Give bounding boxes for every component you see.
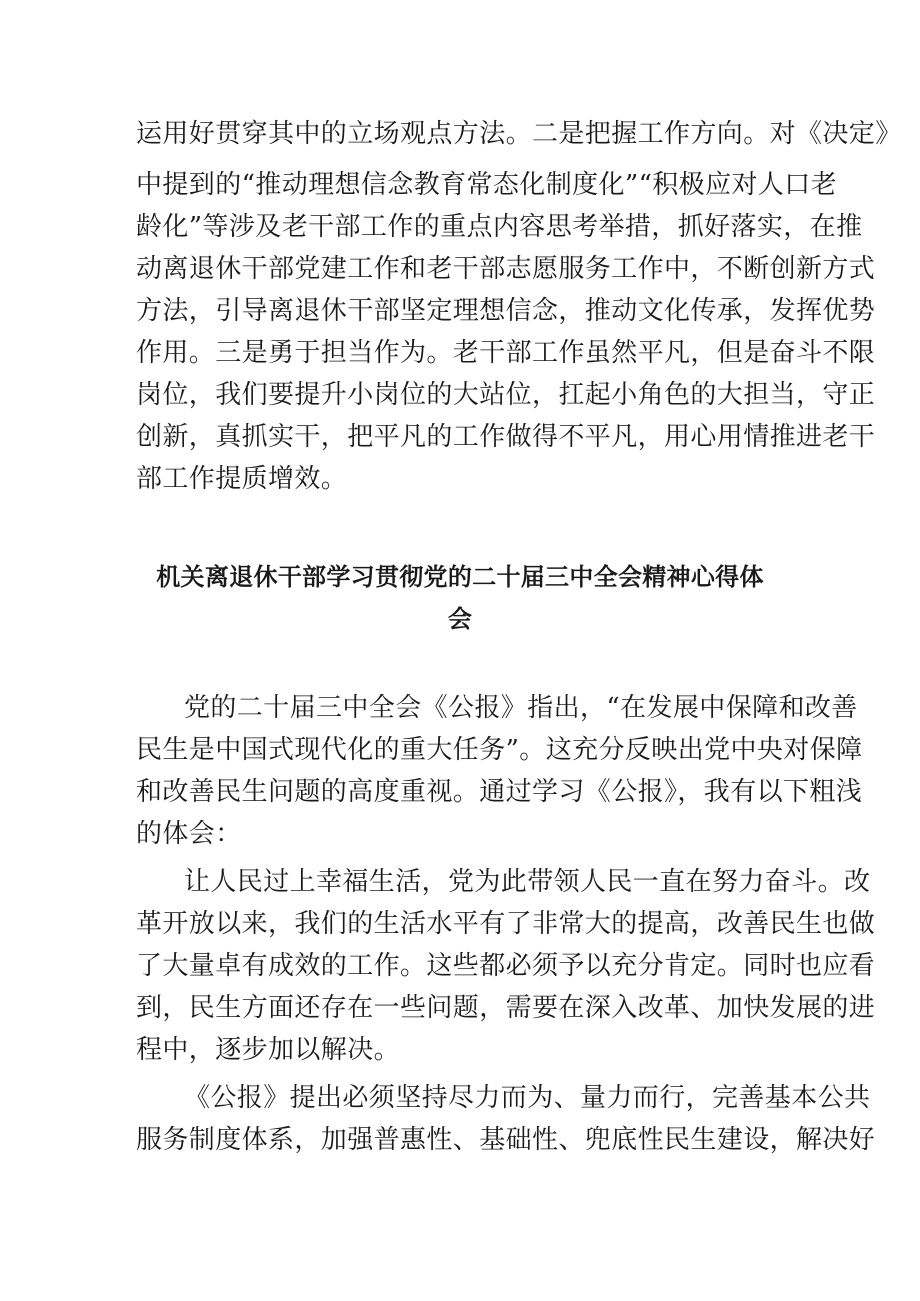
text-line: 龄化”等涉及老干部工作的重点内容思考举措，抓好落实，在推 <box>136 212 863 242</box>
text-line: 动离退休干部党建工作和老干部志愿服务工作中，不断创新方式 <box>136 254 876 284</box>
text-line: 和改善民生问题的高度重视。通过学习《公报》，我有以下粗浅 <box>136 777 863 807</box>
text-line: 创新，真抓实干，把平凡的工作做得不平凡，用心用情推进老干 <box>136 422 876 452</box>
text-line: 方法，引导离退休干部坚定理想信念，推动文化传承，发挥优势 <box>136 296 876 326</box>
text-line: 服务制度体系，加强普惠性、基础性、兜底性民生建设，解决好 <box>136 1125 876 1155</box>
text-line: 中提到的“推动理想信念教育常态化制度化”“积极应对人口老 <box>136 170 838 200</box>
text-line: 作用。三是勇于担当作为。老干部工作虽然平凡，但是奋斗不限 <box>136 338 876 368</box>
text-line: 岗位，我们要提升小岗位的大站位，扛起小角色的大担当，守正 <box>136 380 876 410</box>
text-line: 程中，逐步加以解决。 <box>136 1035 401 1065</box>
text-line: 《公报》提出必须坚持尽力而为、量力而行，完善基本公共 <box>184 1083 871 1113</box>
title-line: 机关离退休干部学习贯彻党的二十届三中全会精神心得体 <box>156 563 764 591</box>
text-line: 部工作提质增效。 <box>136 464 348 494</box>
text-line: 民生是中国式现代化的重大任务”。这充分反映出党中央对保障 <box>136 735 863 765</box>
text-line: 让人民过上幸福生活，党为此带领人民一直在努力奋斗。改 <box>184 867 871 897</box>
text-line: 运用好贯穿其中的立场观点方法。二是把握工作方向。对《决定》 <box>136 119 902 149</box>
title-line: 会 <box>447 605 473 633</box>
text-line: 了大量卓有成效的工作。这些都必须予以充分肯定。同时也应看 <box>136 951 876 981</box>
text-line: 革开放以来，我们的生活水平有了非常大的提高，改善民生也做 <box>136 909 876 939</box>
text-line: 党的二十届三中全会《公报》指出，“在发展中保障和改善 <box>184 693 858 723</box>
text-line: 的体会： <box>136 819 242 849</box>
text-line: 到，民生方面还存在一些问题，需要在深入改革、加快发展的进 <box>136 993 876 1023</box>
